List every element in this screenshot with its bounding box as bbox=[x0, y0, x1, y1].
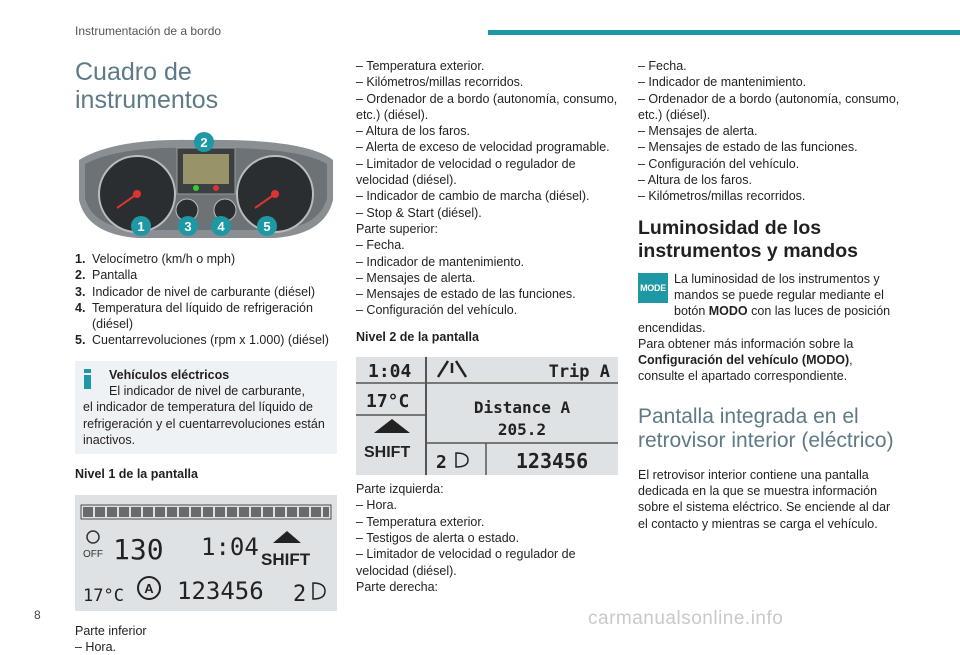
callout-5: 5 bbox=[263, 219, 271, 234]
upper-part-label: Parte superior: bbox=[356, 221, 438, 236]
list-item: – Limitador de velocidad o regulador de velocidad (diésel). bbox=[356, 547, 576, 578]
list-item: – Mensajes de estado de las funciones. bbox=[638, 140, 858, 155]
lcd2-gear: 2 bbox=[436, 452, 447, 474]
header-accent-bar bbox=[488, 30, 960, 35]
list-item: – Fecha. bbox=[356, 238, 405, 253]
info-icon bbox=[83, 369, 92, 389]
list-item: 2. Pantalla bbox=[75, 268, 138, 283]
level2-title: Nivel 2 de la pantalla bbox=[356, 329, 479, 344]
list-item: – Limitador de velocidad o regulador de velocidad (diésel). bbox=[356, 156, 576, 188]
mode-button-icon: MODE bbox=[638, 273, 668, 303]
list-item: – Temperatura exterior. bbox=[356, 59, 485, 73]
lcd1-gear: 2 bbox=[293, 581, 307, 607]
list-item: – Kilómetros/millas recorridos. bbox=[356, 75, 524, 90]
lcd1-time: 1:04 bbox=[201, 532, 259, 561]
display-level-2-figure bbox=[356, 357, 618, 475]
callout-1: 1 bbox=[137, 219, 145, 234]
list-item: – Configuración del vehículo. bbox=[638, 156, 800, 171]
callout-3: 3 bbox=[184, 219, 192, 234]
list-item: – Mensajes de alerta. bbox=[356, 270, 476, 285]
list-item: – Kilómetros/millas recorridos. bbox=[638, 189, 806, 204]
list-item: – Temperatura exterior. bbox=[356, 514, 485, 529]
list-item: – Altura de los faros. bbox=[356, 124, 470, 139]
lcd1-shift: SHIFT bbox=[261, 549, 311, 569]
lcd2-shift: SHIFT bbox=[364, 444, 411, 462]
column-2 bbox=[356, 58, 618, 595]
list-item: – Indicador de cambio de marcha (diésel). bbox=[356, 189, 590, 204]
section-title-luminosity: Luminosidad de los instrumentos y mandos bbox=[638, 216, 858, 262]
list-item: – Alerta de exceso de velocidad programable. bbox=[356, 140, 610, 155]
list-item: – Altura de los faros. bbox=[638, 173, 752, 188]
callout-4: 4 bbox=[217, 219, 225, 234]
list-item: – Stop & Start (diésel). bbox=[356, 205, 482, 220]
list-item: 4. Temperatura del líquido de refrigeración (diésel) bbox=[75, 300, 313, 332]
list-item: – Hora. bbox=[356, 498, 397, 513]
list-item: – Indicador de mantenimiento. bbox=[356, 254, 525, 269]
lcd1-speed: 130 bbox=[113, 532, 164, 566]
list-item: 5. Cuentarrevoluciones (rpm x 1.000) (diésel) bbox=[75, 333, 329, 348]
mirror-paragraph: El retrovisor interior contiene una pantalla dedicada en la que se muestra información sobre el sistema eléctrico. Se enciende al dar el contacto y mientras se carga el vehículo. bbox=[638, 467, 891, 531]
list-item: – Mensajes de estado de las funciones. bbox=[356, 287, 576, 302]
section-title-instrument-panel: Cuadro de instrumentos bbox=[75, 58, 219, 114]
running-header: Instrumentación de a bordo bbox=[75, 24, 222, 38]
page-number: 8 bbox=[34, 608, 41, 622]
list-item: 1. Velocímetro (km/h o mph) bbox=[75, 252, 236, 266]
lcd2-time: 1:04 bbox=[368, 361, 412, 383]
list-item: – Mensajes de alerta. bbox=[638, 124, 758, 139]
column-1: Cuadro de instrumentos 2 1 3 4 5 1. Velocímetro (km/h o mph) 2. Pantalla 3. Indicador de nivel de carburante (diésel) 4. Temperatura del líquido de refrigeración (diésel) 5. Cuentarrevoluciones (rpm x 1.000) (diésel) Vehículos eléctricos El indicador de nivel de carburante, el indicador de temperatura del líquido de refrigeración y el cuentarrevoluciones están inactivos. Nivel 1 de la pantalla OFF 130 1:04 SHIFT 17°C A 123456 2 Parte inferior – Hora. bbox=[75, 58, 337, 655]
section-title-mirror-display: Pantalla integrada en el retrovisor interior (eléctrico) bbox=[638, 404, 894, 452]
lower-part-label: Parte inferior bbox=[75, 623, 147, 638]
list-item: – Testigos de alerta o estado. bbox=[356, 530, 520, 545]
list-item: – Ordenador de a bordo (autonomía, consumo, etc.) (diésel). bbox=[638, 91, 900, 122]
svg-text:A: A bbox=[144, 580, 154, 596]
note-title: Vehículos eléctricos bbox=[109, 367, 230, 382]
level1-title: Nivel 1 de la pantalla bbox=[75, 467, 198, 482]
left-part-label: Parte izquierda: bbox=[356, 482, 444, 497]
lcd2-odometer: 123456 bbox=[515, 449, 589, 474]
list-item: – Fecha. bbox=[638, 59, 687, 73]
lcd1-off: OFF bbox=[83, 548, 103, 560]
lcd1-temp: 17°C bbox=[83, 585, 124, 606]
instrument-cluster-figure bbox=[75, 130, 337, 242]
info-note-electric: Vehículos eléctricos El indicador de nivel de carburante, el indicador de temperatura del líquido de refrigeración y el cuentarrevoluciones están inactivos. bbox=[75, 361, 337, 454]
cluster-legend-list bbox=[75, 251, 337, 349]
lcd2-temp: 17°C bbox=[366, 391, 410, 413]
display-level-1-figure bbox=[75, 495, 337, 611]
list-item: – Ordenador de a bordo (autonomía, consumo, etc.) (diésel). bbox=[356, 91, 618, 122]
list-item: – Indicador de mantenimiento. bbox=[638, 75, 807, 90]
lcd1-odometer: 123456 bbox=[177, 576, 264, 605]
column-3 bbox=[638, 58, 900, 532]
watermark: carmanualsonline.info bbox=[588, 608, 784, 629]
lcd2-trip: Trip A bbox=[548, 362, 610, 383]
lcd2-distance-value: 205.2 bbox=[497, 420, 547, 440]
right-part-label: Parte derecha: bbox=[356, 579, 438, 594]
callout-2: 2 bbox=[200, 135, 208, 150]
lcd2-distance-label: Distance A bbox=[473, 398, 571, 418]
list-item: – Configuración del vehículo. bbox=[356, 303, 518, 318]
list-item: 3. Indicador de nivel de carburante (diésel) bbox=[75, 284, 316, 299]
luminosity-paragraph: MODE La luminosidad de los instrumentos y mandos se puede regular mediante el botón MODO con las luces de posición encendidas. Para obtener más información sobre la Configuración del vehículo (MODO), consulte el apartado correspondiente. bbox=[638, 271, 891, 384]
